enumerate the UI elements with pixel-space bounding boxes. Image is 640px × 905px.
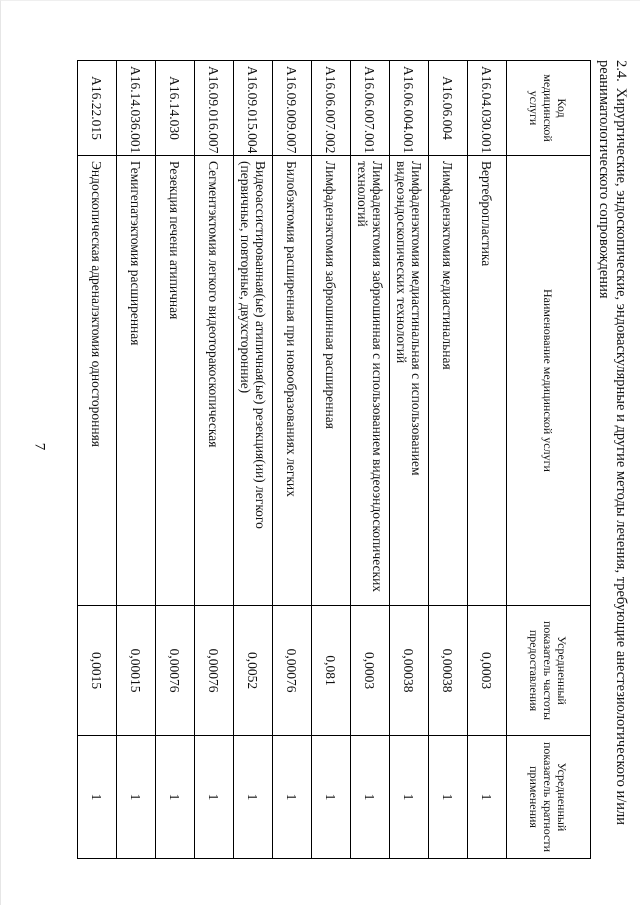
- multiplicity-value: 1: [351, 736, 390, 859]
- table-row: [234, 61, 273, 859]
- multiplicity-value: 1: [273, 736, 312, 859]
- frequency-value: 0,00038: [390, 606, 429, 736]
- service-name: Лимфаденэктомия забрюшинная расширенная: [312, 156, 351, 606]
- frequency-value: 0,00076: [195, 606, 234, 736]
- service-code: A16.06.004.001: [390, 61, 429, 156]
- frequency-value: 0,0003: [351, 606, 390, 736]
- multiplicity-value: 1: [78, 736, 117, 859]
- service-code: A16.06.007.001: [351, 61, 390, 156]
- header-multiplicity: Усредненный показатель кратности применения: [507, 736, 591, 859]
- frequency-value: 0,00015: [117, 606, 156, 736]
- frequency-value: 0,00038: [429, 606, 468, 736]
- multiplicity-value: 1: [429, 736, 468, 859]
- multiplicity-value: 1: [117, 736, 156, 859]
- service-code: A16.09.015.004: [234, 61, 273, 156]
- table-row: [195, 61, 234, 859]
- service-code: A16.06.007.002: [312, 61, 351, 156]
- service-name: Лимфаденэктомия забрюшинная с использованием видеоэндоскопических технологий: [351, 156, 390, 606]
- multiplicity-value: 1: [156, 736, 195, 859]
- table-row: [351, 61, 390, 859]
- frequency-value: 0,0003: [468, 606, 507, 736]
- table-row: [390, 61, 429, 859]
- table-row: [273, 61, 312, 859]
- section-title: Хирургические, эндоскопические, эндоваскулярные и другие методы лечения, требующие анестезиологического и/или реаниматологического сопровождения: [596, 60, 629, 826]
- multiplicity-value: 1: [468, 736, 507, 859]
- frequency-value: 0,00076: [156, 606, 195, 736]
- service-code: A16.22.015: [78, 61, 117, 156]
- rotated-page-content: [80, 60, 635, 870]
- multiplicity-value: 1: [390, 736, 429, 859]
- page-number: 7: [31, 442, 48, 451]
- table-row: [156, 61, 195, 859]
- service-name: Вертебропластика: [468, 156, 507, 606]
- service-name: Лимфаденэктомия медиастинальная с использованием видеоэндоскопических технологий: [390, 156, 429, 606]
- frequency-value: 0,0052: [234, 606, 273, 736]
- table-row: [468, 61, 507, 859]
- header-frequency: Усредненный показатель частоты предоставления: [507, 606, 591, 736]
- header-name: Наименование медицинской услуги: [507, 156, 591, 606]
- service-name: Гемигепатэктомия расширенная: [117, 156, 156, 606]
- service-code: A16.14.036.001: [117, 61, 156, 156]
- service-name: Лимфаденэктомия медиастинальная: [429, 156, 468, 606]
- frequency-value: 0,0015: [78, 606, 117, 736]
- multiplicity-value: 1: [312, 736, 351, 859]
- service-code: A16.04.030.001: [468, 61, 507, 156]
- service-code: A16.09.009.007: [273, 61, 312, 156]
- service-name: Сегментэктомия легкого видеоторакоскопическая: [195, 156, 234, 606]
- table-row: [312, 61, 351, 859]
- section-heading: [595, 60, 629, 862]
- table-row: [117, 61, 156, 859]
- service-code: A16.06.004: [429, 61, 468, 156]
- header-code: Код медицинской услуги: [507, 61, 591, 156]
- services-table: [77, 60, 591, 859]
- multiplicity-value: 1: [234, 736, 273, 859]
- table-row: [78, 61, 117, 859]
- service-name: Видеоассистированная(ые) атипичная(ые) резекция(ии) легкого (первичные, повторные, двухсторонние): [234, 156, 273, 606]
- multiplicity-value: 1: [195, 736, 234, 859]
- table-header-row: [507, 61, 591, 859]
- service-name: Билобэктомия расширенная при новообразованиях легких: [273, 156, 312, 606]
- service-code: A16.14.030: [156, 61, 195, 156]
- table-row: [429, 61, 468, 859]
- frequency-value: 0,081: [312, 606, 351, 736]
- frequency-value: 0,00076: [273, 606, 312, 736]
- section-number: 2.4.: [613, 60, 629, 82]
- service-name: Резекция печени атипичная: [156, 156, 195, 606]
- service-code: A16.09.016.007: [195, 61, 234, 156]
- service-name: Эндоскопическая адреналэктомия односторонняя: [78, 156, 117, 606]
